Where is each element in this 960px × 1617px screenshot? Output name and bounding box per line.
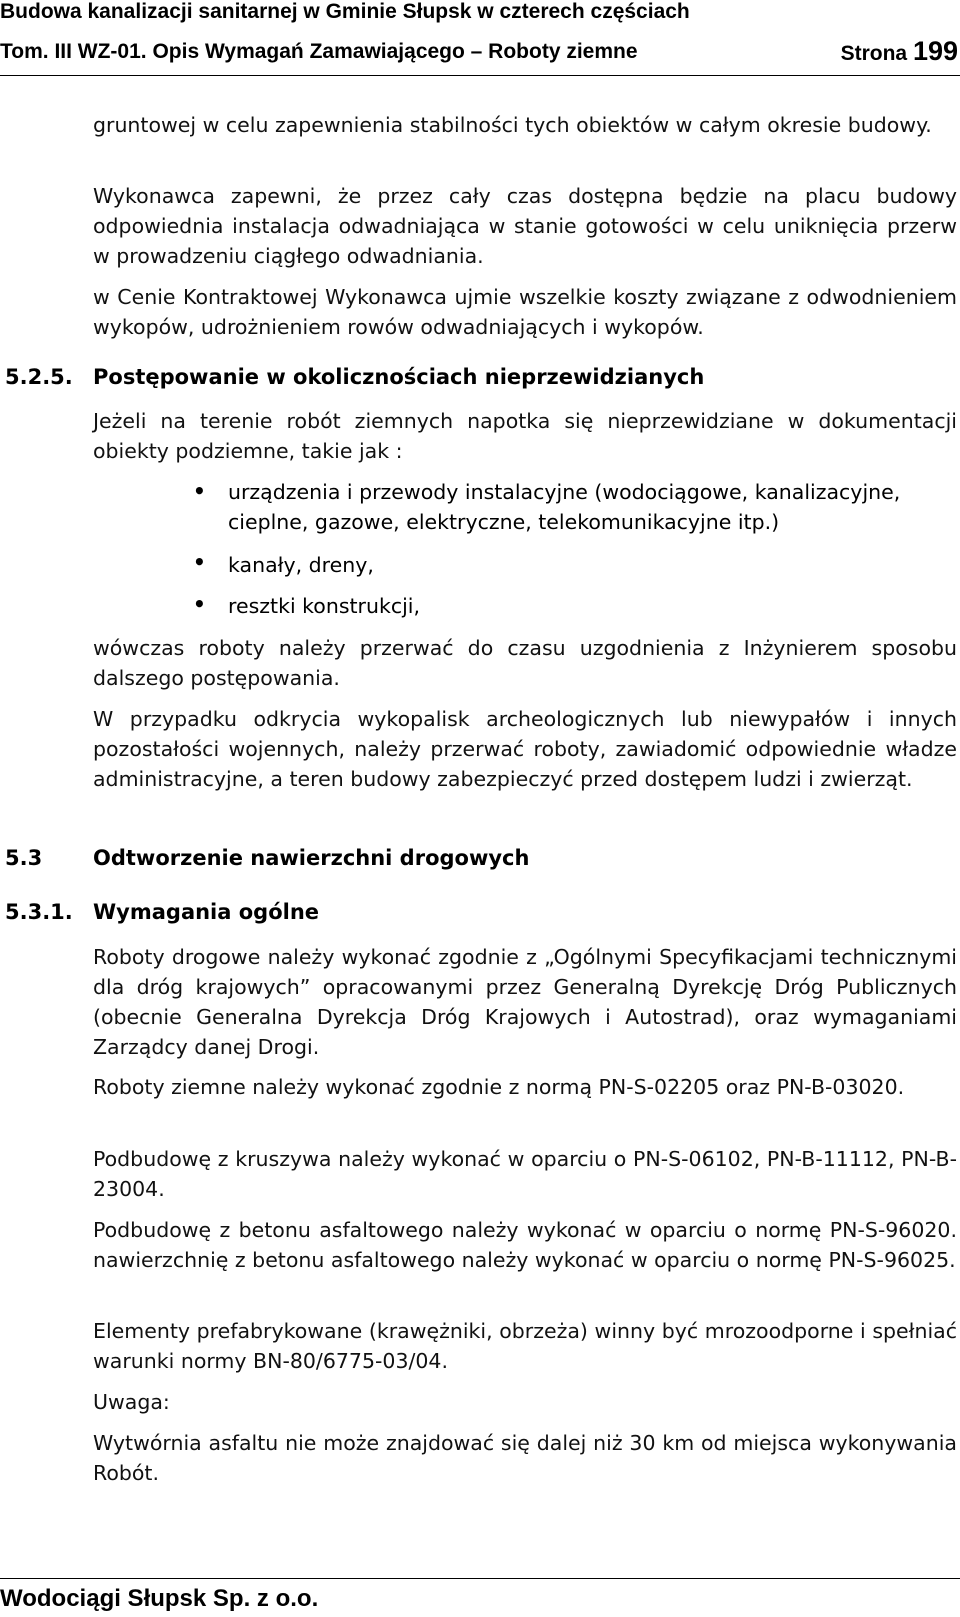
paragraph-12: Uwaga: <box>93 1390 170 1414</box>
paragraph-9: Podbudowę z kruszywa należy wykonać w oparciu o PN-S-06102, PN-B-11112, PN-B-23004. <box>93 1147 957 1201</box>
section-title: Wymagania ogólne <box>93 900 320 924</box>
header-document-title: Budowa kanalizacji sanitarnej w Gminie Słupsk w czterech częściach <box>0 0 690 23</box>
paragraph-13: Wytwórnia asfaltu nie może znajdować się dalej niż 30 km od miejsca wykonywania Robót. <box>93 1431 957 1485</box>
paragraph-6: W przypadku odkrycia wykopalisk archeologicznych lub niewypałów i innych pozostałości wojennych, należy przerwać roboty, zawiadomić odpowiednie władze administracyjne, a teren budowy zabezpieczyć przed dostępem ludzi i zwierząt. <box>93 707 957 791</box>
paragraph-1: gruntowej w celu zapewnienia stabilności tych obiektów w całym okresie budowy. <box>93 113 932 137</box>
header-volume-line <box>0 36 958 66</box>
page-number: 199 <box>912 36 958 66</box>
section-number: 5.2.5. <box>5 365 73 389</box>
page-label: Strona <box>840 42 908 65</box>
section-title: Postępowanie w okolicznościach nieprzewidzianych <box>93 365 705 389</box>
section-number: 5.3 <box>5 846 43 870</box>
paragraph-7: Roboty drogowe należy wykonać zgodnie z „Ogólnymi Specyfikacjami technicznymi dla dróg krajowych” opracowanymi przez Generalną Dyrekcję Dróg Publicznych (obecnie Generalna Dyrekcja Dróg Krajowych i Autostrad), oraz wymaganiami Zarządcy danej Drogi. <box>93 945 957 1059</box>
bullet-marker: • <box>193 479 206 503</box>
header-rule <box>0 75 960 76</box>
bullet-item-1: urządzenia i przewody instalacyjne (wodociągowe, kanalizacyjne, cieplne, gazowe, elektryczne, telekomunikacyjne itp.) <box>228 480 901 534</box>
paragraph-4: Jeżeli na terenie robót ziemnych napotka się nieprzewidziane w dokumentacji obiekty podziemne, takie jak : <box>93 409 957 463</box>
bullet-marker: • <box>193 592 206 616</box>
paragraph-5: wówczas roboty należy przerwać do czasu uzgodnienia z Inżynierem sposobu dalszego postępowania. <box>93 636 957 690</box>
bullet-item-2: kanały, dreny, <box>228 553 374 577</box>
paragraph-10: Podbudowę z betonu asfaltowego należy wykonać w oparciu o normę PN-S-96020. nawierzchnię z betonu asfaltowego należy wykonać w oparciu o normę PN-S-96025. <box>93 1218 957 1272</box>
section-number: 5.3.1. <box>5 900 73 924</box>
header-volume-title: Tom. III WZ-01. Opis Wymagań Zamawiającego – Roboty ziemne <box>0 40 638 63</box>
bullet-item-3: resztki konstrukcji, <box>228 594 421 618</box>
page-indicator <box>841 36 958 67</box>
section-title: Odtworzenie nawierzchni drogowych <box>93 846 530 870</box>
paragraph-3: w Cenie Kontraktowej Wykonawca ujmie wszelkie koszty związane z odwodnieniem wykopów, udrożnieniem rowów odwadniających i wykopów. <box>93 285 957 339</box>
paragraph-11: Elementy prefabrykowane (krawężniki, obrzeża) winny być mrozoodporne i spełniać warunki normy BN-80/6775-03/04. <box>93 1319 957 1373</box>
paragraph-2: Wykonawca zapewni, że przez cały czas dostępna będzie na placu budowy odpowiednia instalacja odwadniająca w stanie gotowości w celu uniknięcia przerw w prowadzeniu ciągłego odwadniania. <box>93 184 957 268</box>
footer-company: Wodociągi Słupsk Sp. z o.o. <box>0 1585 319 1612</box>
bullet-marker: • <box>193 550 206 574</box>
footer-rule <box>0 1578 960 1579</box>
paragraph-8: Roboty ziemne należy wykonać zgodnie z normą PN-S-02205 oraz PN-B-03020. <box>93 1075 905 1099</box>
